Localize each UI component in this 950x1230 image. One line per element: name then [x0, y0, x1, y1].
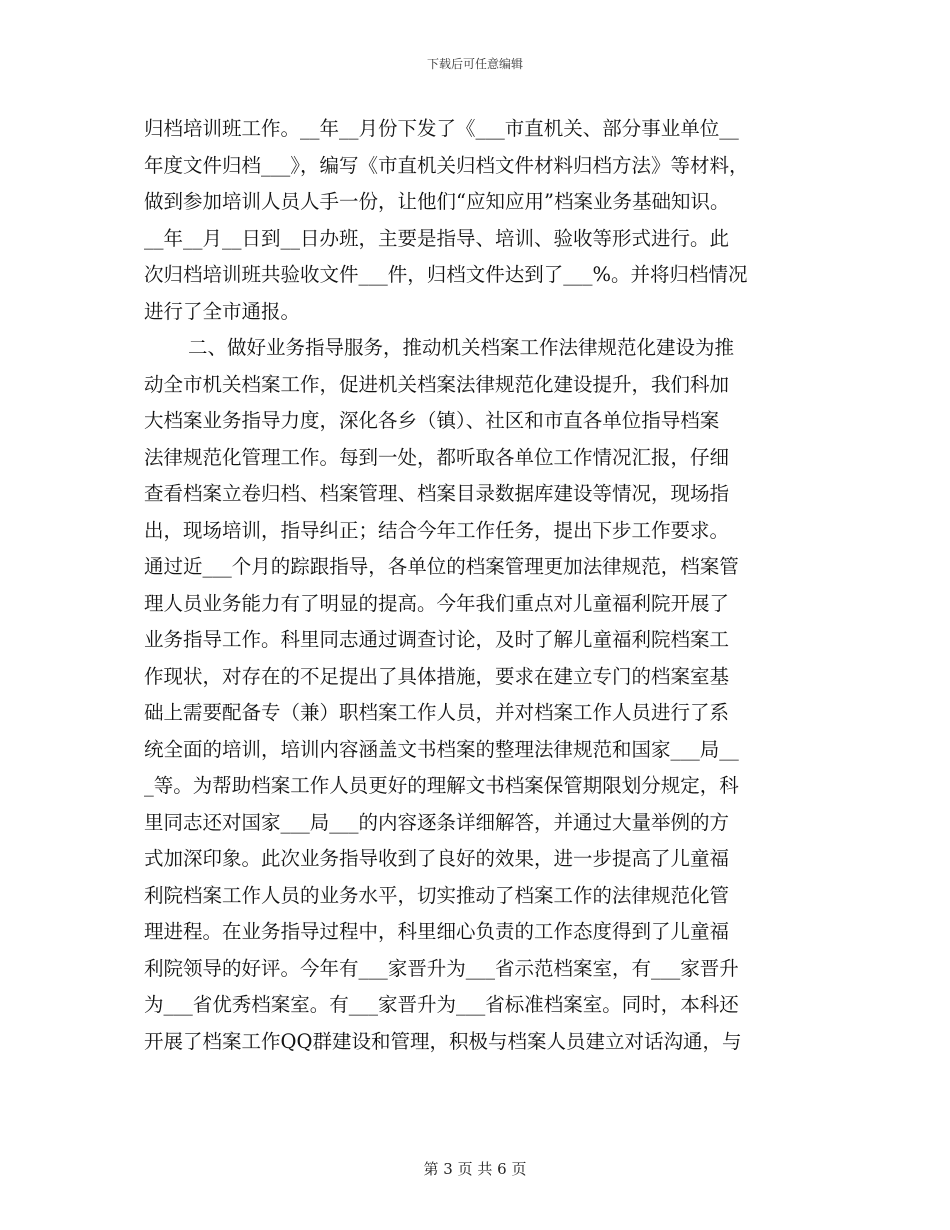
- text-line: 查看档案立卷归档、档案管理、档案目录数据库建设等情况，现场指: [144, 482, 730, 505]
- text-line: 理人员业务能力有了明显的提高。今年我们重点对儿童福利院开展了: [144, 591, 730, 615]
- text-line: 法律规范化管理工作。每到一处，都听取各单位工作情况汇报，仔细: [144, 445, 730, 469]
- document-body: [144, 111, 808, 1060]
- text-line: 业务指导工作。科里同志通过调查讨论，及时了解儿童福利院档案工: [144, 628, 730, 651]
- text-line: 式加深印象。此次业务指导收到了良好的效果，进一步提高了儿童福: [144, 847, 730, 870]
- text-line: _等。为帮助档案工作人员更好的理解文书档案保管期限划分规定，科: [144, 774, 739, 797]
- text-line: __年__月__日到__日办班，主要是指导、培训、验收等形式进行。此: [144, 226, 730, 250]
- text-line: 为___省优秀档案室。有___家晋升为___省标准档案室。同时，本科还: [144, 993, 739, 1016]
- text-line: 利院领导的好评。今年有___家晋升为___省示范档案室，有___家晋升: [144, 956, 739, 980]
- text-line: 础上需要配备专（兼）职档案工作人员，并对档案工作人员进行了系: [144, 701, 730, 724]
- text-line: 动全市机关档案工作，促进机关档案法律规范化建设提升，我们科加: [144, 372, 730, 396]
- page-number-footer: 第 3 页 共 6 页: [423, 1160, 527, 1178]
- text-line: 理进程。在业务指导过程中，科里细心负责的工作态度得到了儿童福: [144, 920, 730, 943]
- text-line: 归档培训班工作。__年__月份下发了《___市直机关、部分事业单位__: [144, 117, 739, 140]
- text-line: 年度文件归档___》，编写《市直机关归档文件材料归档方法》等材料，: [144, 153, 749, 177]
- paragraph-start-line: 二、做好业务指导服务，推动机关档案工作法律规范化建设为推: [188, 336, 735, 359]
- text-line: 大档案业务指导力度，深化各乡（镇）、社区和市直各单位指导档案: [144, 409, 720, 432]
- text-line: 统全面的培训，培训内容涵盖文书档案的整理法律规范和国家___局__: [144, 737, 739, 761]
- text-line: 进行了全市通报。: [144, 299, 301, 323]
- text-line: 做到参加培训人员人手一份，让他们“应知应用”档案业务基础知识。: [144, 190, 730, 213]
- text-line: 开展了档案工作QQ群建设和管理，积极与档案人员建立对话沟通，与: [144, 1029, 742, 1053]
- text-line: 次归档培训班共验收文件___件，归档文件达到了___%。并将归档情况: [144, 263, 748, 286]
- text-line: 里同志还对国家___局___的内容逐条详细解答，并通过大量举例的方: [144, 810, 730, 834]
- text-line: 通过近___个月的踪跟指导，各单位的档案管理更加法律规范，档案管: [144, 555, 739, 578]
- page-header: 下载后可任意编辑: [426, 57, 523, 71]
- text-line: 出，现场培训，指导纠正；结合今年工作任务，提出下步工作要求。: [144, 518, 730, 542]
- text-line: 作现状，对存在的不足提出了具体措施，要求在建立专门的档案室基: [144, 664, 730, 688]
- text-line: 利院档案工作人员的业务水平，切实推动了档案工作的法律规范化管: [144, 883, 730, 907]
